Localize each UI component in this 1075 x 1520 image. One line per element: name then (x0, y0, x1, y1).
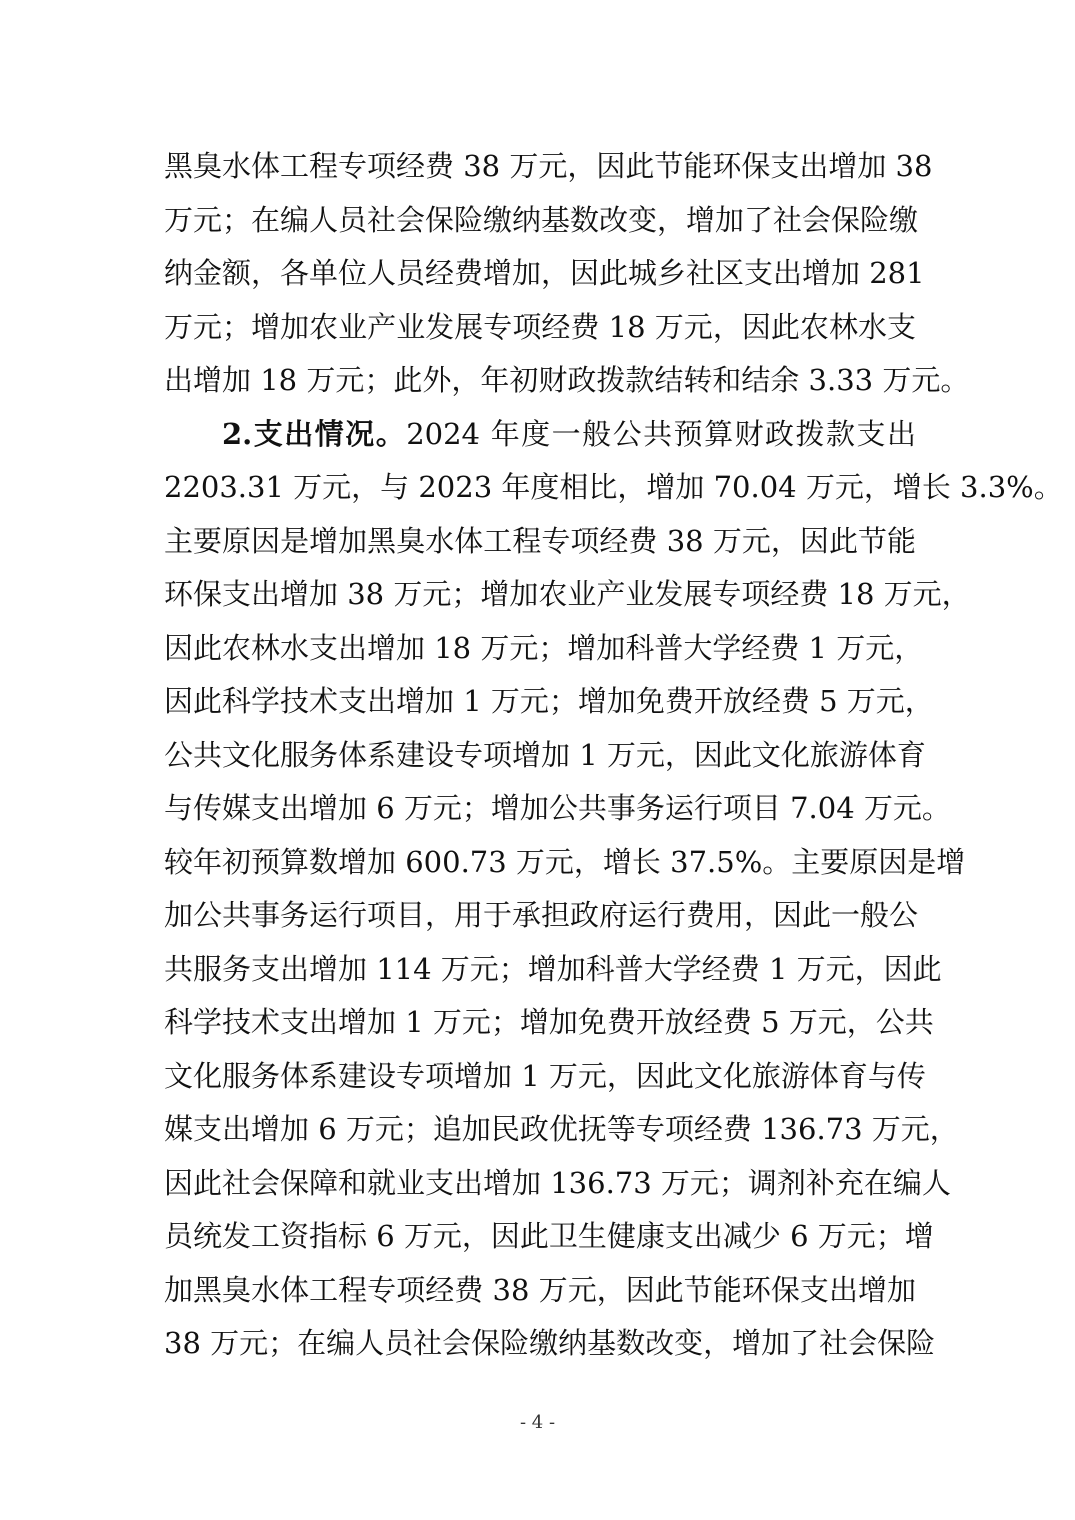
paragraph-expenditure (164, 408, 1063, 1371)
text-line: 2203.31 万元，与 2023 年度相比，增加 70.04 万元，增长 3.3%。 (164, 470, 1063, 504)
text-line: 共服务支出增加 114 万元；增加科普大学经费 1 万元，因此 (164, 951, 942, 986)
text-line: 环保支出增加 38 万元；增加农业产业发展专项经费 18 万元， (164, 577, 971, 611)
text-line: 文化服务体系建设专项增加 1 万元，因此文化旅游体育与传 (164, 1058, 926, 1093)
section-heading-rest: 2024 年度一般公共预算财政拨款支出 (406, 416, 916, 451)
text-line: 万元；在编人员社会保险缴纳基数改变，增加了社会保险缴 (164, 202, 919, 237)
section-first-line (164, 408, 916, 462)
text-line: 科学技术支出增加 1 万元；增加免费开放经费 5 万元，公共 (164, 1005, 934, 1039)
text-line: 黑臭水体工程专项经费 38 万元，因此节能环保支出增加 38 (164, 149, 933, 183)
text-line: 公共文化服务体系建设专项增加 1 万元，因此文化旅游体育 (164, 737, 926, 772)
text-line: 38 万元；在编人员社会保险缴纳基数改变，增加了社会保险 (164, 1326, 936, 1360)
paragraph-revenue-continuation (164, 140, 970, 408)
text-line: 因此农林水支出增加 18 万元；增加科普大学经费 1 万元， (164, 630, 924, 665)
text-line: 因此社会保障和就业支出增加 136.73 万元；调剂补充在编人 (164, 1165, 951, 1200)
text-line: 与传媒支出增加 6 万元；增加公共事务运行项目 7.04 万元。 (164, 791, 951, 825)
section-heading: 2.支出情况。 (222, 416, 407, 451)
text-line: 主要原因是增加黑臭水体工程专项经费 38 万元，因此节能 (164, 523, 916, 558)
text-line: 员统发工资指标 6 万元，因此卫生健康支出减少 6 万元；增 (164, 1219, 934, 1253)
text-line: 加公共事务运行项目，用于承担政府运行费用，因此一般公 (164, 898, 919, 932)
page-number: - 4 - (519, 1412, 556, 1433)
text-line: 纳金额，各单位人员经费增加，因此城乡社区支出增加 281 (164, 256, 925, 290)
text-line: 较年初预算数增加 600.73 万元，增长 37.5%。主要原因是增 (164, 844, 966, 879)
text-line: 媒支出增加 6 万元；追加民政优抚等专项经费 136.73 万元， (164, 1112, 959, 1146)
body-text (164, 140, 1063, 1371)
text-line: 加黑臭水体工程专项经费 38 万元，因此节能环保支出增加 (164, 1272, 916, 1307)
text-line: 万元；增加农业产业发展专项经费 18 万元，因此农林水支 (164, 309, 916, 344)
text-line: 出增加 18 万元；此外，年初财政拨款结转和结余 3.33 万元。 (164, 363, 970, 397)
text-line: 因此科学技术支出增加 1 万元；增加免费开放经费 5 万元， (164, 684, 934, 718)
